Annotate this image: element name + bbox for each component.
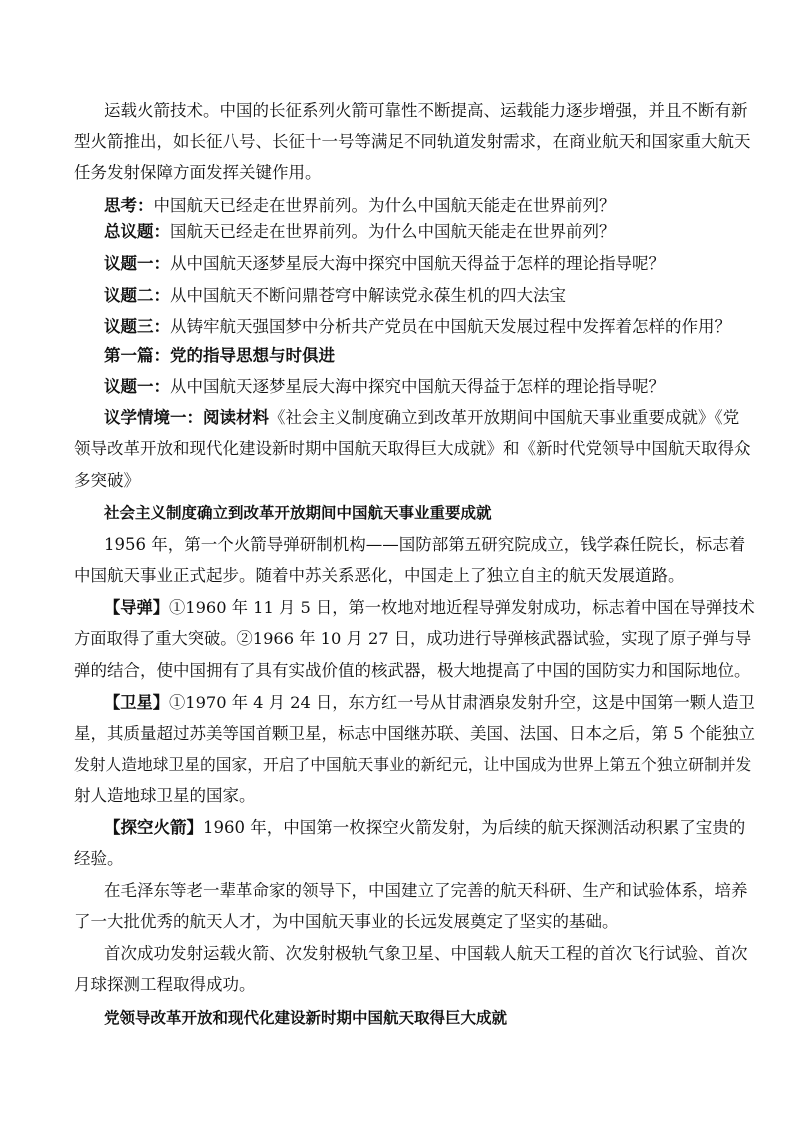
topic2-label: 议题二： — [104, 286, 170, 305]
topic3-label: 议题三： — [104, 317, 170, 336]
main-topic-text: 国航天已经走在世界前列。为什么中国航天能走在世界前列？ — [170, 222, 616, 241]
rocket-line — [104, 818, 745, 838]
topic3-text: 从铸牢航天强国梦中分析共产党员在中国航天发展过程中发挥着怎样的作用？ — [170, 317, 731, 336]
scenario-line: 领导改革开放和现代化建设新时期中国航天取得巨大成就》和《新时代党领导中国航天取得众 — [74, 439, 751, 458]
paragraph-line: 射人造地球卫星的国家。 — [74, 786, 256, 805]
missile-line — [104, 598, 755, 618]
scenario-text: 《社会主义制度确立到改革开放期间中国航天事业重要成就》《党 — [269, 408, 740, 427]
paragraph-line: 发射人造地球卫星的国家，开启了中国航天事业的新纪元，让中国成为世界上第五个独立研制并发 — [74, 755, 752, 774]
satellite-text: ①1970 年 4 月 24 日，东方红一号从甘肃酒泉发射升空，这是中国第一颗人造卫 — [169, 693, 755, 712]
main-topic-line — [104, 222, 616, 242]
satellite-line — [104, 693, 755, 713]
rocket-label: 【探空火箭】 — [104, 818, 203, 837]
topic1-repeat-text: 从中国航天逐梦星辰大海中探究中国航天得益于怎样的理论指导呢？ — [170, 377, 665, 396]
think-label: 思考： — [104, 196, 154, 215]
topic1-line — [104, 254, 665, 274]
subheading: 党领导改革开放和现代化建设新时期中国航天取得巨大成就 — [104, 1008, 508, 1027]
missile-label: 【导弹】 — [104, 598, 169, 617]
paragraph-line: 运载火箭技术。中国的长征系列火箭可靠性不断提高、运载能力逐步增强，并且不断有新 — [104, 101, 748, 120]
paragraph-line: 中国航天事业正式起步。随着中苏关系恶化，中国走上了独立自主的航天发展道路。 — [74, 566, 685, 585]
topic1-label: 议题一： — [104, 254, 170, 273]
paragraph-line: 了一大批优秀的航天人才，为中国航天事业的长远发展奠定了坚实的基础。 — [74, 912, 619, 931]
rocket-text: 1960 年，中国第一枚探空火箭发射，为后续的航天探测活动积累了宝贵的 — [203, 818, 746, 837]
paragraph-line: 型火箭推出，如长征八号、长征十一号等满足不同轨道发射需求，在商业航天和国家重大航天 — [74, 132, 751, 151]
paragraph-line: 首次成功发射运载火箭、次发射极轨气象卫星、中国载人航天工程的首次飞行试验、首次 — [104, 944, 748, 963]
paragraph-line: 星，其质量超过苏美等国首颗卫星，标志中国继苏联、美国、法国、日本之后，第 5 个能独立 — [74, 724, 755, 743]
paragraph-line: 经验。 — [74, 849, 124, 868]
missile-text: ①1960 年 11 月 5 日，第一枚地对地近程导弹发射成功，标志着中国在导弹技术 — [169, 598, 755, 617]
topic1-repeat-label: 议题一： — [104, 377, 170, 396]
satellite-label: 【卫星】 — [104, 693, 169, 712]
section-heading: 第一篇：党的指导思想与时俱进 — [104, 346, 335, 365]
think-text: 中国航天已经走在世界前列。为什么中国航天能走在世界前列？ — [153, 196, 616, 215]
topic1-repeat-line — [104, 377, 665, 397]
paragraph-line: 在毛泽东等老一辈革命家的领导下，中国建立了完善的航天科研、生产和试验体系，培养 — [104, 881, 748, 900]
paragraph-line: 任务发射保障方面发挥关键作用。 — [74, 163, 322, 182]
topic3-line — [104, 317, 731, 337]
paragraph-line: 1956 年，第一个火箭导弹研制机构——国防部第五研究院成立，钱学森任院长，标志着 — [104, 535, 746, 554]
think-line — [104, 196, 616, 216]
subheading: 社会主义制度确立到改革开放期间中国航天事业重要成就 — [104, 503, 492, 522]
topic2-line — [104, 286, 566, 306]
paragraph-line: 方面取得了重大突破。②1966 年 10 月 27 日，成功进行导弹核武器试验，实现了原子弹与导 — [74, 629, 752, 648]
paragraph-line: 弹的结合，使中国拥有了具有实战价值的核武器，极大地提高了中国的国防实力和国际地位。 — [74, 661, 751, 680]
main-topic-label: 总议题： — [104, 222, 170, 241]
topic1-text: 从中国航天逐梦星辰大海中探究中国航天得益于怎样的理论指导呢？ — [170, 254, 665, 273]
scenario-label: 议学情境一：阅读材料 — [104, 408, 269, 427]
topic2-text: 从中国航天不断问鼎苍穹中解读党永葆生机的四大法宝 — [170, 286, 566, 305]
scenario-line: 多突破》 — [74, 471, 140, 490]
scenario-line — [104, 408, 739, 428]
paragraph-line: 月球探测工程取得成功。 — [74, 975, 256, 994]
